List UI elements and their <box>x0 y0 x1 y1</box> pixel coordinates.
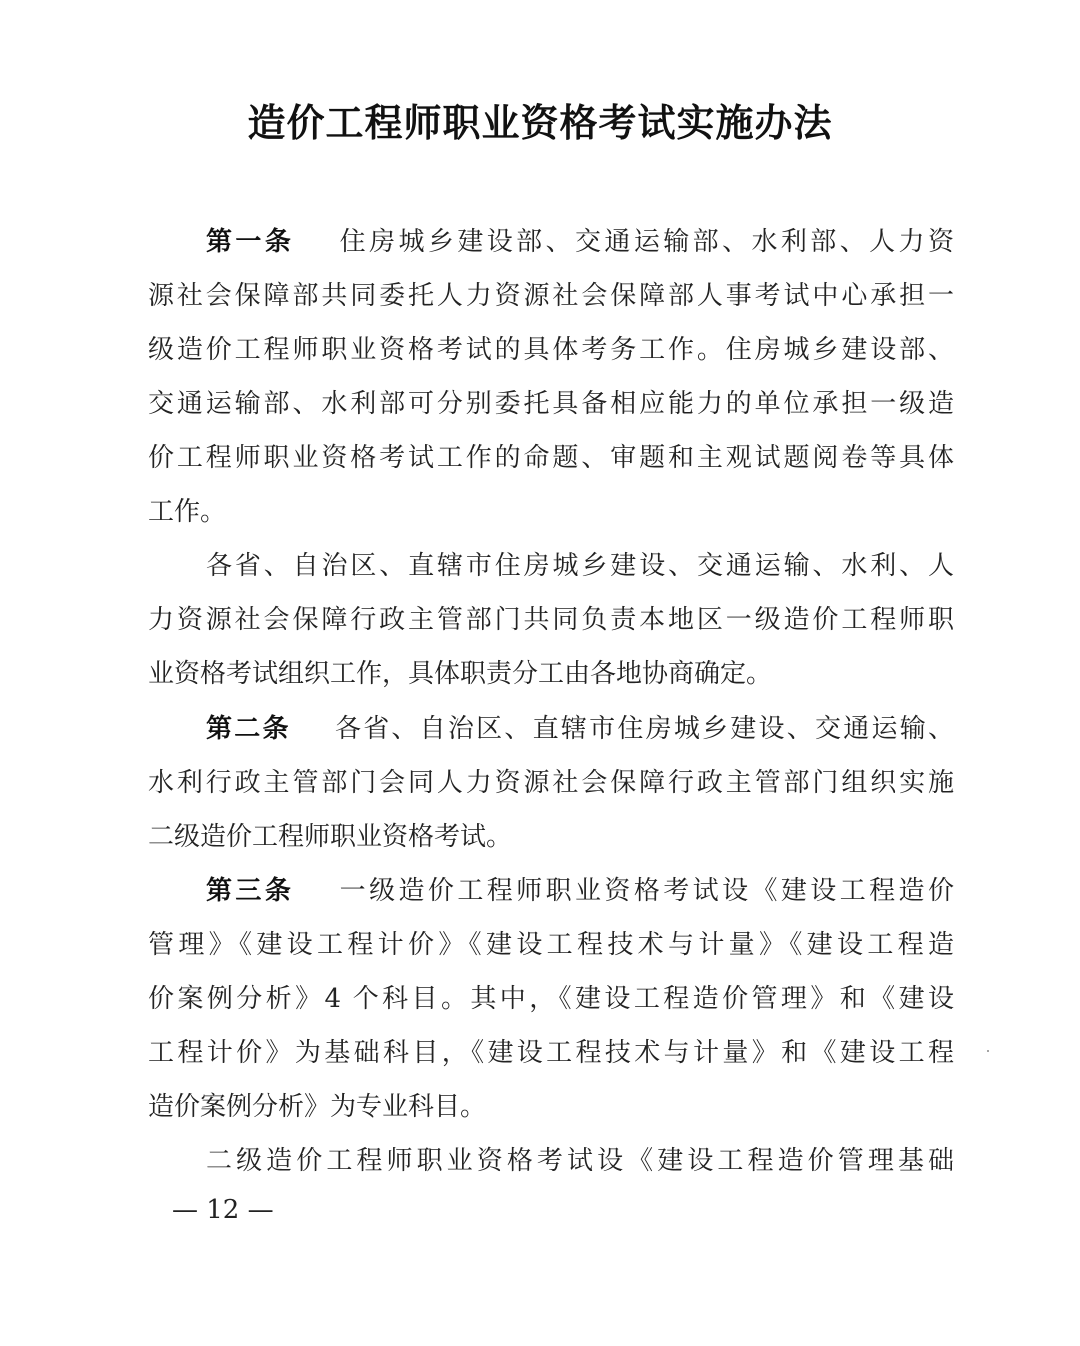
article-3-text: 一级造价工程师职业资格考试设《建设工程造价 <box>336 876 954 906</box>
article-3-line-4: 工程计价》为基础科目，《建设工程技术与计量》和《建设工程 <box>148 1038 954 1068</box>
article-2-label: 第二条 <box>206 714 291 744</box>
article-1-line-3: 级造价工程师职业资格考试的具体考务工作。住房城乡建设部、 <box>148 335 954 365</box>
scan-speck <box>987 1050 989 1052</box>
paragraph-2-line-1: 各省、自治区、直辖市住房城乡建设、交通运输、水利、人 <box>206 551 954 581</box>
article-3-label: 第三条 <box>206 876 295 906</box>
article-1-line-6: 工作。 <box>148 497 227 527</box>
document-title: 造价工程师职业资格考试实施办法 <box>247 100 833 145</box>
article-1-text: 住房城乡建设部、交通运输部、水利部、人力资 <box>336 227 954 257</box>
article-1-line-4: 交通运输部、水利部可分别委托具备相应能力的单位承担一级造 <box>148 389 954 419</box>
article-1-line-1 <box>206 222 954 262</box>
article-1-line-5: 价工程师职业资格考试工作的命题、审题和主观试题阅卷等具体 <box>148 443 954 473</box>
article-2-line-2: 水利行政主管部门会同人力资源社会保障行政主管部门组织实施 <box>148 768 954 798</box>
article-2-text: 各省、自治区、直辖市住房城乡建设、交通运输、 <box>332 714 954 744</box>
paragraph-2-line-2: 力资源社会保障行政主管部门共同负责本地区一级造价工程师职 <box>148 605 954 635</box>
paragraph-4-line-1: 二级造价工程师职业资格考试设《建设工程造价管理基础 <box>206 1146 954 1176</box>
article-2-line-3: 二级造价工程师职业资格考试。 <box>148 822 513 852</box>
page-number: — 12 — <box>172 1195 274 1225</box>
article-1-line-2: 源社会保障部共同委托人力资源社会保障部人事考试中心承担一 <box>148 281 954 311</box>
article-3-line-2: 管理》《建设工程计价》《建设工程技术与计量》《建设工程造 <box>148 930 954 960</box>
article-1-label: 第一条 <box>206 227 295 257</box>
article-3-line-1 <box>206 871 954 911</box>
article-3-line-3: 价案例分析》4 个科目。其中，《建设工程造价管理》和《建设 <box>148 984 954 1014</box>
article-3-line-5: 造价案例分析》为专业科目。 <box>148 1092 487 1122</box>
paragraph-2-line-3: 业资格考试组织工作，具体职责分工由各地协商确定。 <box>148 659 773 689</box>
article-2-line-1 <box>206 709 954 749</box>
